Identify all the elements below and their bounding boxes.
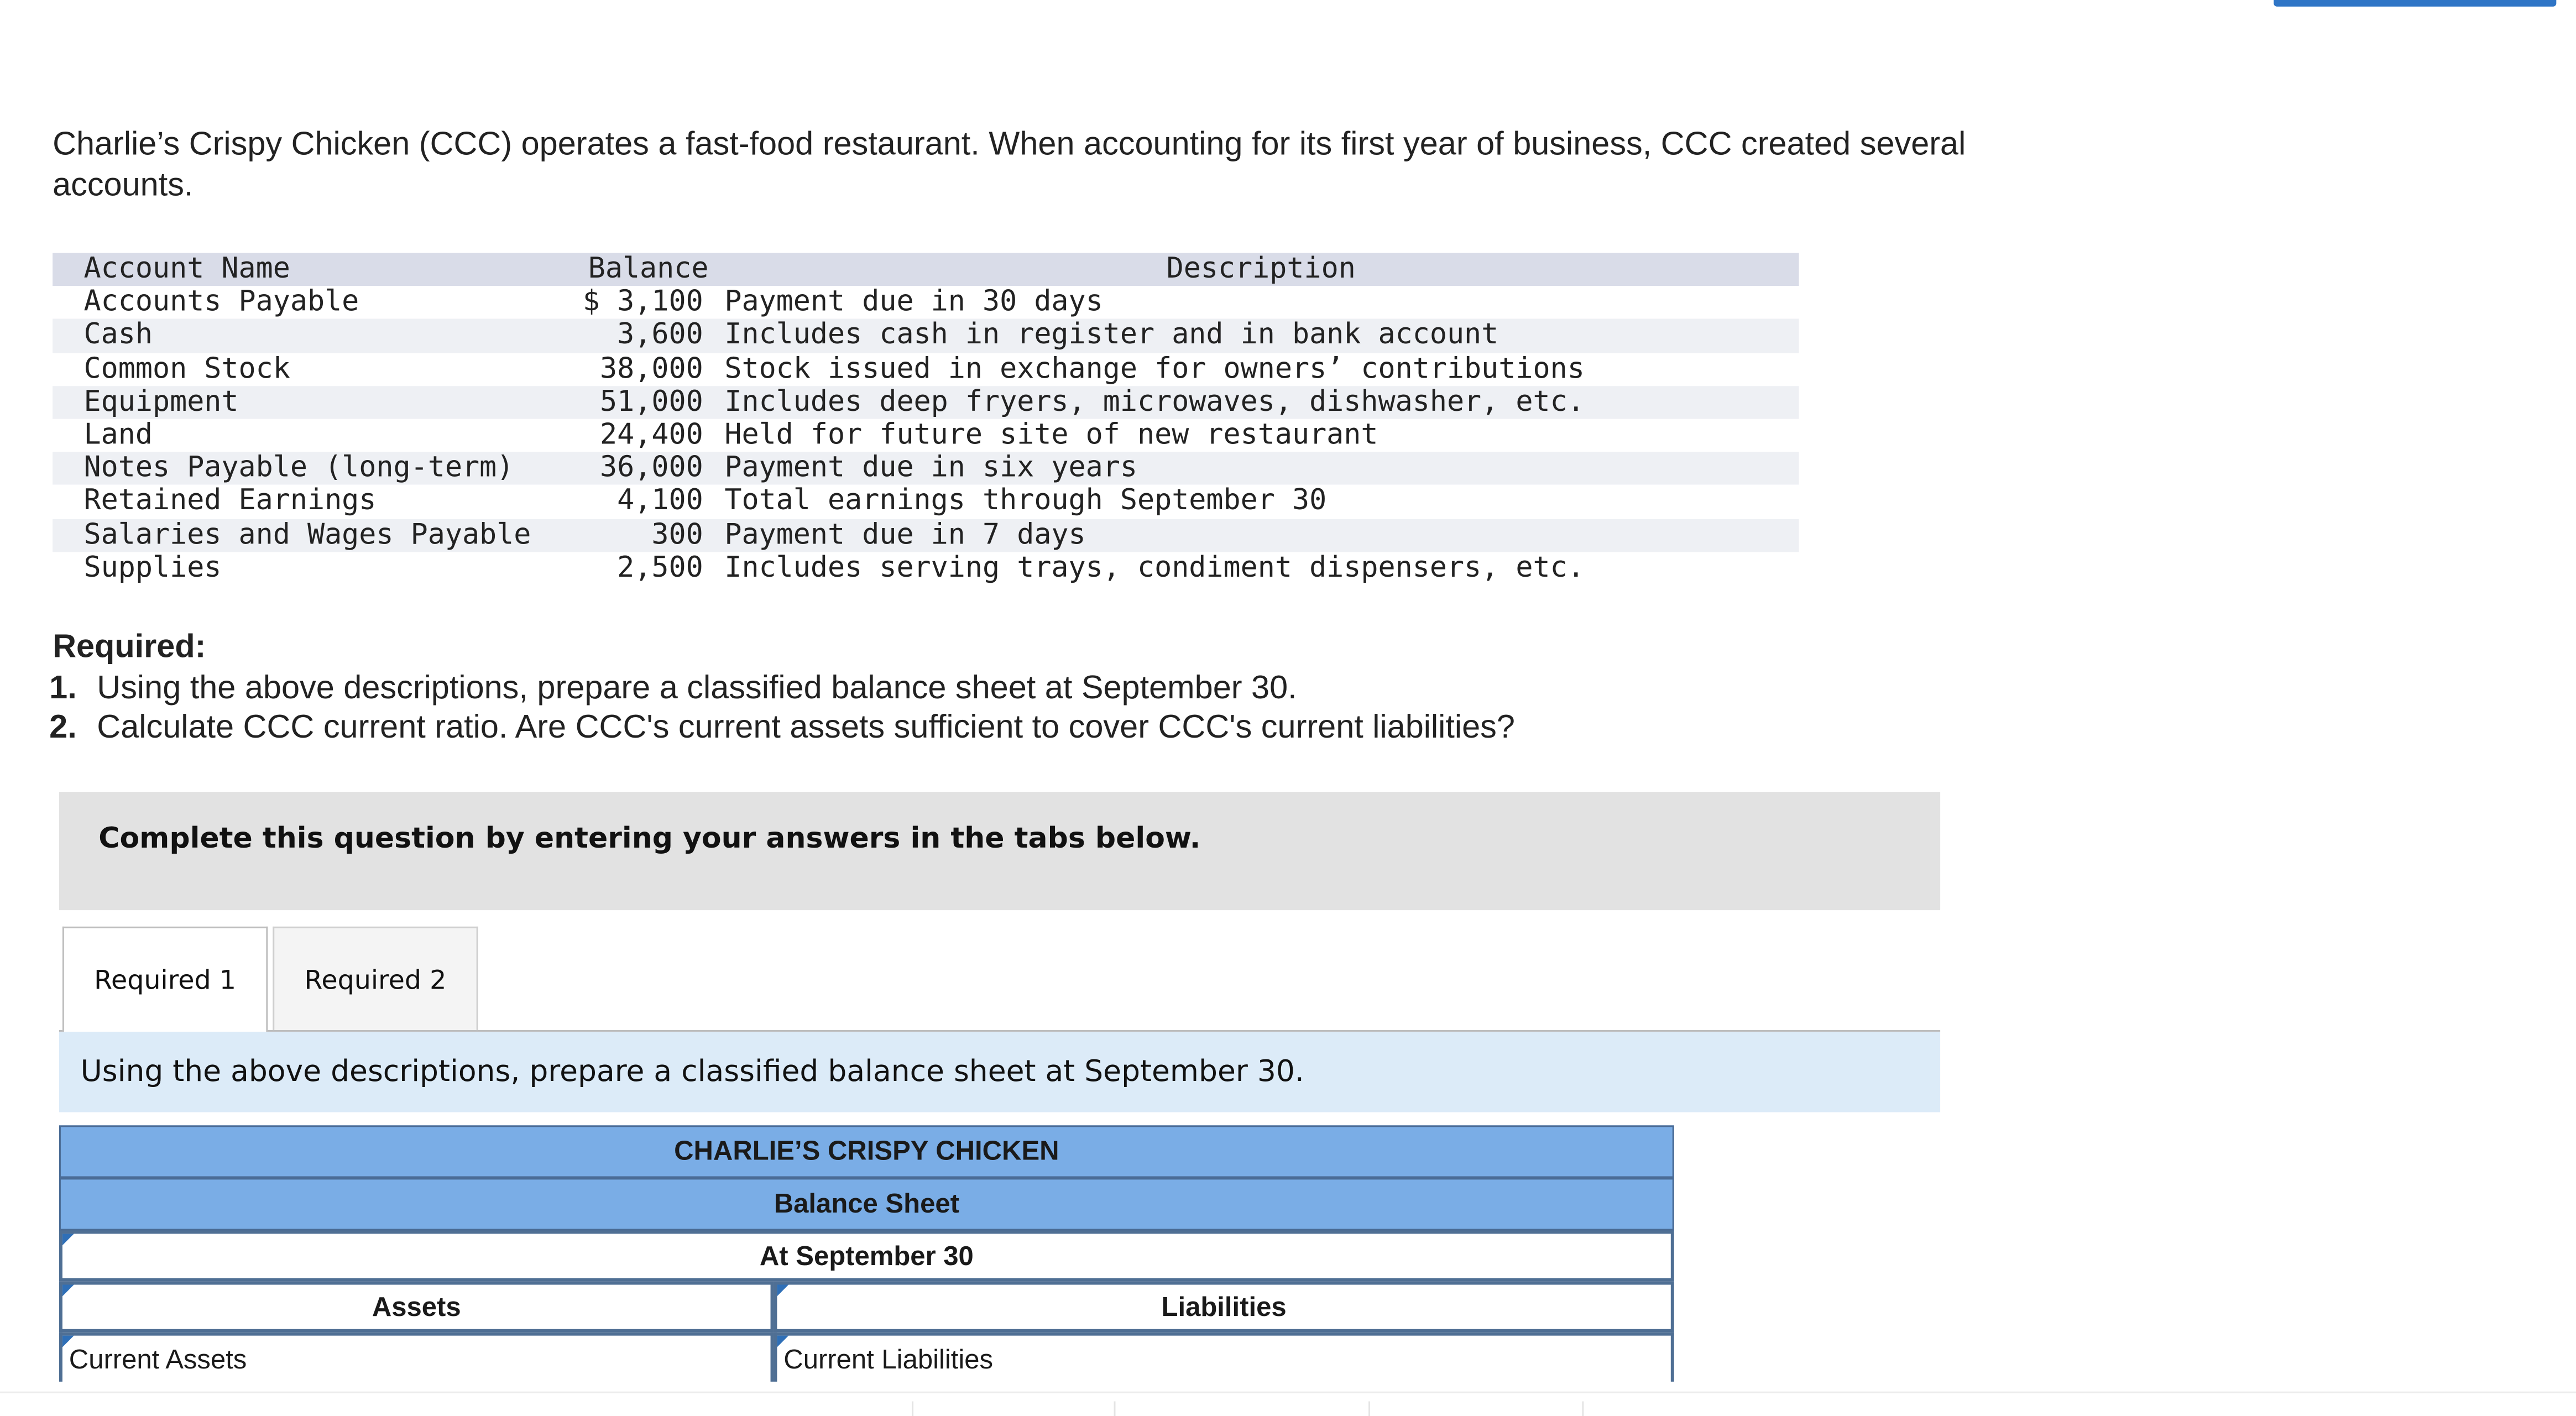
account-name: Cash: [83, 319, 153, 352]
required-item-number: 1.: [49, 669, 77, 706]
table-row: [53, 518, 1799, 551]
balance-sheet-title: Balance Sheet: [59, 1178, 1674, 1230]
balance-sheet-date: At September 30: [759, 1242, 974, 1272]
table-row: [53, 485, 1799, 518]
tab-label: Required 1: [94, 964, 237, 996]
input-marker-icon: [62, 1234, 74, 1245]
account-description: Stock issued in exchange for owners’ contributions: [724, 352, 1585, 385]
account-balance: $ 3,100: [582, 286, 703, 319]
balance-sheet-date-input[interactable]: [59, 1231, 1674, 1282]
current-liabilities-label: Current Liabilities: [783, 1345, 994, 1375]
account-balance: 51,000: [600, 385, 703, 419]
account-description: Payment due in 30 days: [724, 286, 1103, 319]
question-intro: Charlie’s Crispy Chicken (CCC) operates a fast-food restaurant. When accounting for its first year of business, CCC created several accounts.: [53, 126, 1966, 203]
instruction-text: Complete this question by entering your answers in the tabs below.: [98, 823, 1201, 856]
required-item-text: Calculate CCC current ratio. Are CCC's current assets sufficient to cover CCC's current liabilities?: [97, 709, 1515, 746]
account-balance: 36,000: [600, 452, 703, 485]
account-description: Total earnings through September 30: [724, 485, 1327, 518]
balance-sheet-company: CHARLIE’S CRISPY CHICKEN: [59, 1125, 1674, 1178]
account-description: Held for future site of new restaurant: [724, 419, 1378, 452]
tab-required-2[interactable]: [273, 927, 478, 1030]
required-section: [49, 628, 1515, 748]
account-balance: 300: [651, 518, 703, 551]
table-row: [53, 353, 1799, 386]
table-row: [53, 286, 1799, 320]
current-assets-input[interactable]: [59, 1333, 774, 1382]
footer-tick: [1368, 1402, 1370, 1416]
account-name: Accounts Payable: [83, 286, 359, 319]
assets-header-input[interactable]: [59, 1282, 774, 1333]
account-name: Common Stock: [83, 352, 290, 385]
accounts-table: [53, 253, 1799, 585]
table-row: [53, 419, 1799, 452]
header-balance: Balance: [588, 253, 709, 286]
tab-label: Required 2: [304, 964, 447, 996]
table-row: [53, 551, 1799, 584]
account-name: Supplies: [83, 551, 222, 584]
required-item-2: [49, 708, 1515, 749]
account-balance: 3,600: [617, 319, 703, 352]
header-description: Description: [1166, 253, 1356, 286]
account-name: Notes Payable (long-term): [83, 452, 514, 485]
assets-header: Assets: [372, 1293, 461, 1323]
account-name: Equipment: [83, 385, 239, 419]
account-description: Payment due in 7 days: [724, 518, 1086, 551]
input-marker-icon: [777, 1336, 788, 1347]
footer-divider: [0, 1392, 2576, 1393]
input-marker-icon: [62, 1336, 74, 1347]
tab-panel-text: Using the above descriptions, prepare a classified balance sheet at September 30.: [80, 1054, 1304, 1089]
account-description: Payment due in six years: [724, 452, 1137, 485]
instruction-banner: [59, 792, 1940, 910]
current-assets-label: Current Assets: [69, 1345, 247, 1375]
current-liabilities-input[interactable]: [774, 1333, 1674, 1382]
footer-tick: [912, 1402, 913, 1416]
account-description: Includes cash in register and in bank account: [724, 319, 1499, 352]
account-name: Retained Earnings: [83, 485, 377, 518]
accounts-table-header: [53, 253, 1799, 286]
account-balance: 24,400: [600, 419, 703, 452]
account-name: Land: [83, 419, 153, 452]
account-balance: 4,100: [617, 485, 703, 518]
top-accent-bar: [2274, 0, 2556, 7]
header-account-name: Account Name: [83, 253, 290, 286]
account-description: Includes deep fryers, microwaves, dishwasher, etc.: [724, 385, 1585, 419]
table-row: [53, 320, 1799, 353]
tab-required-1[interactable]: [62, 927, 268, 1032]
required-item-1: [49, 668, 1515, 708]
liabilities-header-input[interactable]: [774, 1282, 1674, 1333]
account-name: Salaries and Wages Payable: [83, 518, 531, 551]
account-balance: 38,000: [600, 352, 703, 385]
footer-tick: [1114, 1402, 1116, 1416]
table-row: [53, 386, 1799, 419]
table-row: [53, 452, 1799, 485]
liabilities-header: Liabilities: [1161, 1293, 1287, 1323]
footer-tick: [1582, 1402, 1584, 1416]
required-item-text: Using the above descriptions, prepare a classified balance sheet at September 30.: [97, 669, 1297, 706]
tab-panel-instructions: [59, 1032, 1940, 1112]
input-marker-icon: [62, 1285, 74, 1297]
account-description: Includes serving trays, condiment dispensers, etc.: [724, 551, 1585, 584]
account-balance: 2,500: [617, 551, 703, 584]
input-marker-icon: [777, 1285, 788, 1297]
required-item-number: 2.: [49, 709, 77, 746]
required-title: Required:: [53, 629, 206, 666]
